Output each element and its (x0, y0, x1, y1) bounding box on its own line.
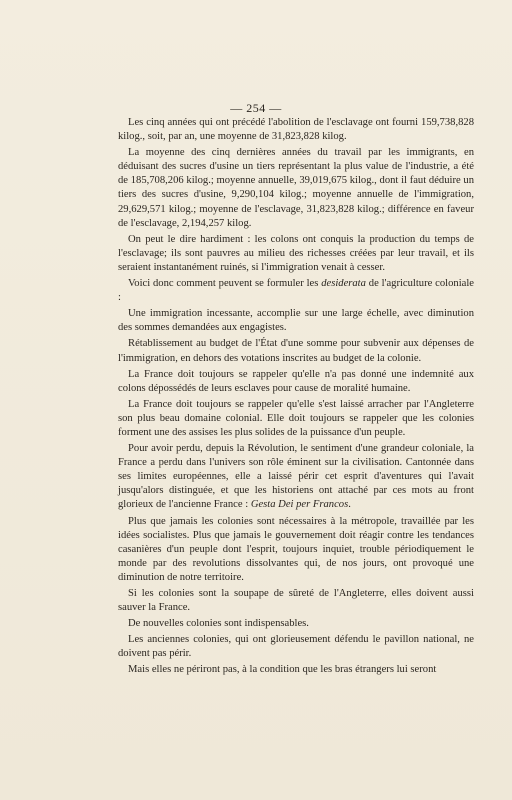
paragraph-6: Rétablissement au budget de l'État d'une somme pour subvenir aux dépenses de l'immigration, en dehors des votations inscrites au budget de la colonie. (118, 338, 474, 364)
paragraph-4-text-start: Voici donc comment peuvent se formuler les (128, 278, 322, 290)
paragraph-4 (118, 277, 474, 305)
paragraph-11: Si les colonies sont la soupape de sûreté de l'Angleterre, elles doivent aussi sauver la France. (118, 588, 474, 614)
paragraph-2: La moyenne des cinq dernières années du travail par les immigrants, en déduisant des sucres d'usine un tiers représentant la plus value de l'industrie, a été de 185,708,206 kilog.; moyenne annuelle, 39,019,675 kilog., dont il faut déduire un tiers des sucres d'usine, 9,290,104 kilog.; moyenne annuelle de l'immigration, 29,629,571 kilog.; moyenne de l'esclavage, 31,823,828 kilog.; différence en faveur de l'esclavage, 2,194,257 kilog. (118, 147, 474, 229)
paragraph-9 (118, 442, 474, 512)
paragraph-3: On peut le dire hardiment : les colons ont conquis la production du temps de l'esclavage; ils sont pauvres au milieu des richesses créées par leur travail, et ils seraient instantanément ruinés, si l'immigration venait à cesser. (118, 233, 474, 273)
paragraph-14: Mais elles ne périront pas, à la condition que les bras étrangers lui seront (128, 664, 437, 676)
paragraph-12: De nouvelles colonies sont indispensables. (128, 618, 309, 630)
paragraph-7: La France doit toujours se rappeler qu'elle n'a pas donné une indemnité aux colons dépossédés de leurs esclaves pour cause de moralité humaine. (118, 368, 474, 394)
paragraph-9-italic: Gesta Dei per Francos (250, 499, 349, 511)
paragraph-4-italic: desiderata (321, 278, 366, 290)
paragraph-5: Une immigration incessante, accomplie sur une large échelle, avec diminution des sommes demandées aux engagistes. (118, 308, 474, 334)
body-text (118, 116, 474, 680)
paragraph-10: Plus que jamais les colonies sont nécessaires à la métropole, travaillée par les idées socialistes. Plus que jamais le gouvernement doit réagir contre les tendances casanières d'un peuple dont l'esprit, toujours inquiet, trouble périodiquement le monde par des revolutions dissolvantes qui, de nos jours, ont provoqué une diminution de notre territoire. (118, 515, 474, 583)
paragraph-13: Les anciennes colonies, qui ont glorieusement défendu le pavillon national, ne doivent pas périr. (118, 634, 474, 660)
paragraph-8: La France doit toujours se rappeler qu'elle s'est laissé arracher par l'Angleterre son plus beau domaine colonial. Elle doit toujours se rappeler que les colonies forment une des assises les plus solides de la puissance d'un peuple. (118, 398, 474, 438)
paragraph-9-text-end: . (348, 499, 351, 511)
paragraph-1: Les cinq années qui ont précédé l'abolition de l'esclavage ont fourni 159,738,828 kilog., soit, par an, une moyenne de 31,823,828 kilog. (118, 117, 474, 143)
page-number: — 254 — (230, 101, 282, 115)
paragraph-9-text-start: Pour avoir perdu, depuis la Révolution, le sentiment d'une grandeur coloniale, la France a perdu dans l'univers son rôle éminent sur la civilisation. Cantonnée dans ses limites européennes, elle a laissé périr cet esprit d'aventures qui l'avait jusqu'alors distinguée, et que les historiens ont attaché par ces mots au front glorieux de l'ancienne France : (118, 443, 474, 511)
paragraph-4-text-end: de l'agriculture coloniale : (118, 278, 474, 304)
